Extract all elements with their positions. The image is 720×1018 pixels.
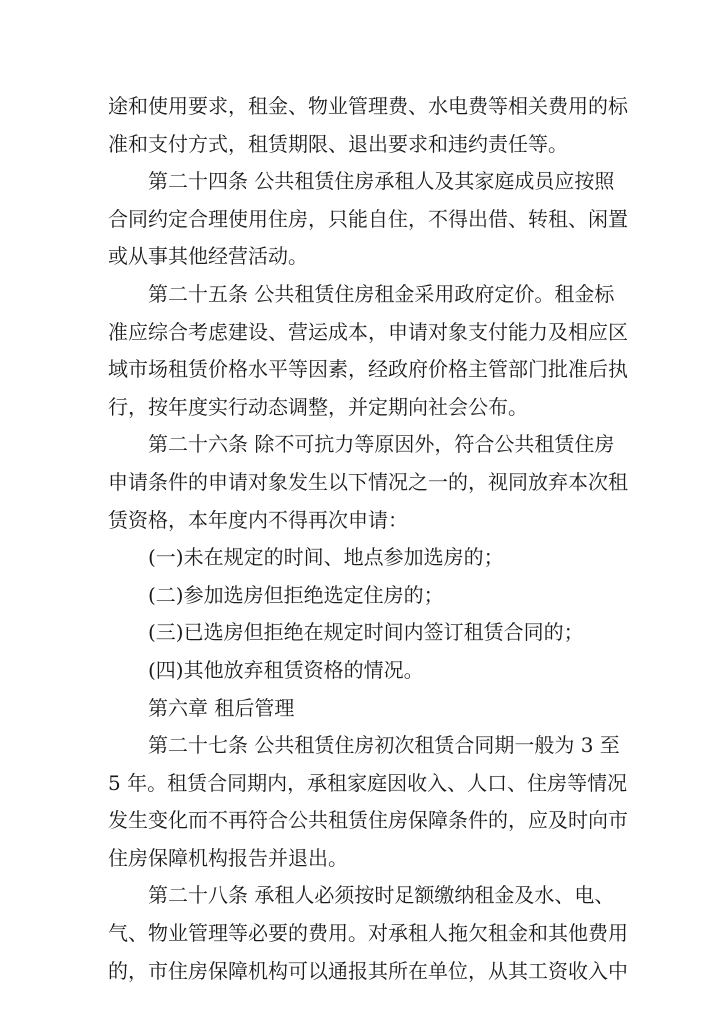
- text-line: 住房保障机构报告并退出。: [108, 845, 348, 870]
- article-24-heading-line: 第二十四条 公共租赁住房承租人及其家庭成员应按照: [148, 169, 615, 194]
- text-line: 气、物业管理等必要的费用。对承租人拖欠租金和其他费用: [108, 921, 628, 946]
- text-line: 域市场租赁价格水平等因素，经政府价格主管部门批准后执: [108, 357, 628, 382]
- chapter-heading: 第六章 租后管理: [148, 695, 295, 720]
- text-line: 赁资格，本年度内不得再次申请：: [108, 507, 408, 532]
- text-line: 途和使用要求，租金、物业管理费、水电费等相关费用的标: [108, 94, 628, 118]
- text-line: 准和支付方式，租赁期限、退出要求和违约责任等。: [108, 131, 568, 156]
- list-item: (三)已选房但拒绝在规定时间内签订租赁合同的；: [148, 620, 584, 645]
- text-line: 或从事其他经营活动。: [108, 244, 308, 269]
- text-line: 合同约定合理使用住房，只能自住，不得出借、转租、闲置: [108, 206, 628, 231]
- list-item: (二)参加选房但拒绝选定住房的；: [148, 582, 444, 607]
- text-line: 准应综合考虑建设、营运成本，申请对象支付能力及相应区: [108, 319, 628, 344]
- article-28-heading-line: 第二十八条 承租人必须按时足额缴纳租金及水、电、: [148, 883, 615, 908]
- text-line: 5 年。租赁合同期内，承租家庭因收入、人口、住房等情况: [108, 770, 628, 795]
- text-line: 发生变化而不再符合公共租赁住房保障条件的，应及时向市: [108, 808, 628, 833]
- list-item: (四)其他放弃租赁资格的情况。: [148, 657, 424, 682]
- text-line: 行，按年度实行动态调整，并定期向社会公布。: [108, 394, 528, 419]
- document-body: [108, 88, 628, 990]
- article-26-heading-line: 第二十六条 除不可抗力等原因外，符合公共租赁住房: [148, 432, 615, 457]
- article-27-heading-line: 第二十七条 公共租赁住房初次租赁合同期一般为 3 至: [148, 733, 620, 758]
- text-line: 的，市住房保障机构可以通报其所在单位，从其工资收入中: [108, 958, 628, 983]
- text-line: 申请条件的申请对象发生以下情况之一的，视同放弃本次租: [108, 469, 628, 494]
- list-item: (一)未在规定的时间、地点参加选房的；: [148, 545, 504, 570]
- article-25-heading-line: 第二十五条 公共租赁住房租金采用政府定价。租金标: [148, 281, 615, 306]
